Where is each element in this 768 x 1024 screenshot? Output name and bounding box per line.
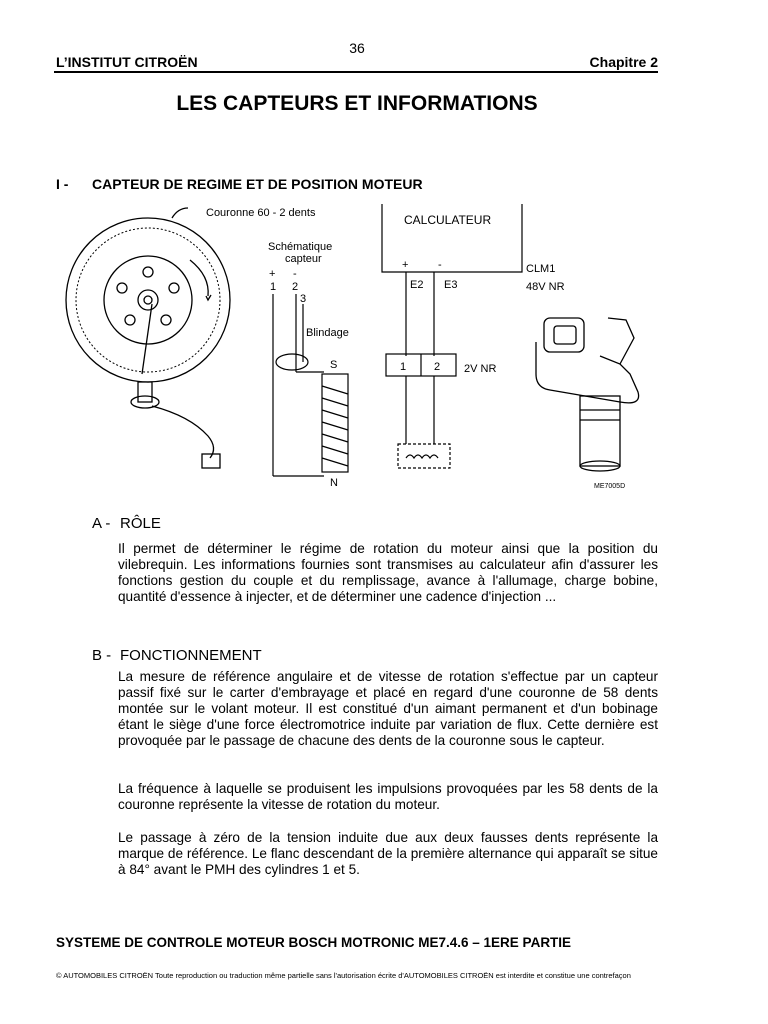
conn-2v-label: 2V NR (464, 363, 497, 375)
sensor-barrel (580, 396, 620, 466)
page-title: LES CAPTEURS ET INFORMATIONS (176, 92, 538, 115)
ecu-label: CALCULATEUR (404, 213, 492, 227)
plus-sign: + (269, 268, 276, 280)
copyright-notice: © AUTOMOBILES CITROËN Toute reproduction ou traduction même partielle sans l'autorisation écrite d'AUTOMOBILES CITROËN est interdite et constitue une contrefaçon (56, 971, 631, 980)
pin-2-label: 2 (292, 281, 299, 293)
position-marker (142, 304, 152, 374)
conn-pin-1: 1 (400, 361, 407, 373)
page-number: 36 (349, 40, 365, 56)
role-paragraph: Il permet de déterminer le régime de rotation du moteur ainsi que la position du vilebrequin. Les informations fournies sont transmises au calculateur afin d'assurer les fonctions gestion du couple et du remplissage, avance à l'allumage, charge bobine, quantité d'essence à injecter, et de déterminer une cadence d'injection ... (118, 541, 658, 604)
sensor-coil-symbol (406, 455, 438, 458)
ecu-plus: + (402, 259, 409, 271)
shield-label: Blindage (306, 327, 349, 339)
flywheel-drawing (66, 208, 230, 468)
pin-3-label: 3 (300, 293, 307, 305)
sensor-cable (152, 406, 214, 458)
crown-leader (172, 208, 188, 218)
ecu-minus: - (438, 259, 442, 271)
section-number: I - (56, 176, 69, 192)
ecu-block (382, 204, 522, 468)
figure-reference: ME7005D (594, 483, 626, 490)
subsection-a-title: RÔLE (120, 515, 161, 532)
pole-s-label: S (330, 359, 338, 371)
operation-paragraph-3: Le passage à zéro de la tension induite due aux deux fausses dents représente la marque de référence. Le flanc descendant de la première alternance qui apparaît se situe à 84° avant le PMH des cylindres 1 et 5. (118, 830, 658, 877)
clm1-label: CLM1 (526, 263, 556, 275)
flywheel-axis (144, 296, 152, 304)
conn-pin-2: 2 (434, 361, 441, 373)
sensor-3d-drawing (536, 318, 639, 471)
bolt-hole (125, 315, 135, 325)
flywheel-teeth-ring (76, 228, 220, 372)
clm1-connector: 48V NR (526, 281, 565, 293)
operation-paragraph-1: La mesure de référence angulaire et de vitesse de rotation s'effectue par un capteur passif fixé sur le carter d'embrayage et placé en regard d'une couronne de 58 dents montée sur le volant moteur. Il est constitué d'un aimant permanent et d'un bobinage étant le siège d'une force électromotrice induite par variation de flux. Cette dernière est provoquée par le passage de chacune des dents de la couronne sous le capteur. (118, 669, 658, 748)
subsection-b-title: FONCTIONNEMENT (120, 647, 262, 664)
bolt-hole (117, 283, 127, 293)
sensor-connector-head (544, 318, 584, 352)
sensor-diagram (60, 196, 660, 496)
sensor-body (536, 342, 639, 403)
subsection-a-letter: A - (92, 515, 111, 532)
bolt-hole (143, 267, 153, 277)
header-rule (54, 71, 658, 73)
crown-label: Couronne 60 - 2 dents (206, 207, 316, 219)
subsection-b-letter: B - (92, 647, 112, 664)
flywheel-center (138, 290, 158, 310)
sensor-connector-socket (554, 326, 576, 344)
flywheel-outer (66, 218, 230, 382)
minus-sign: - (293, 268, 297, 280)
pin-1-label: 1 (270, 281, 277, 293)
header-institute: L’INSTITUT CITROËN (56, 54, 198, 70)
sensor-probe (138, 382, 152, 402)
schematic-label-1: Schématique (268, 241, 333, 253)
pin-e3-label: E3 (444, 279, 458, 291)
footer-title: SYSTEME DE CONTROLE MOTEUR BOSCH MOTRONIC ME7.4.6 – 1ERE PARTIE (56, 935, 572, 950)
header-chapter: Chapitre 2 (589, 54, 658, 70)
coil-winding (322, 386, 348, 466)
sensor-mount (608, 318, 634, 364)
schematic-label-2: capteur (285, 253, 322, 265)
rotation-arrow (190, 260, 208, 296)
bolt-hole (161, 315, 171, 325)
section-title: CAPTEUR DE REGIME ET DE POSITION MOTEUR (92, 176, 423, 192)
pin-e2-label: E2 (410, 279, 424, 291)
bolt-hole (169, 283, 179, 293)
operation-paragraph-2: La fréquence à laquelle se produisent les impulsions provoquées par les 58 dents de la couronne représente la vitesse de rotation du moteur. (118, 781, 658, 812)
pole-n-label: N (330, 477, 338, 489)
schematic-wiring (273, 294, 348, 476)
